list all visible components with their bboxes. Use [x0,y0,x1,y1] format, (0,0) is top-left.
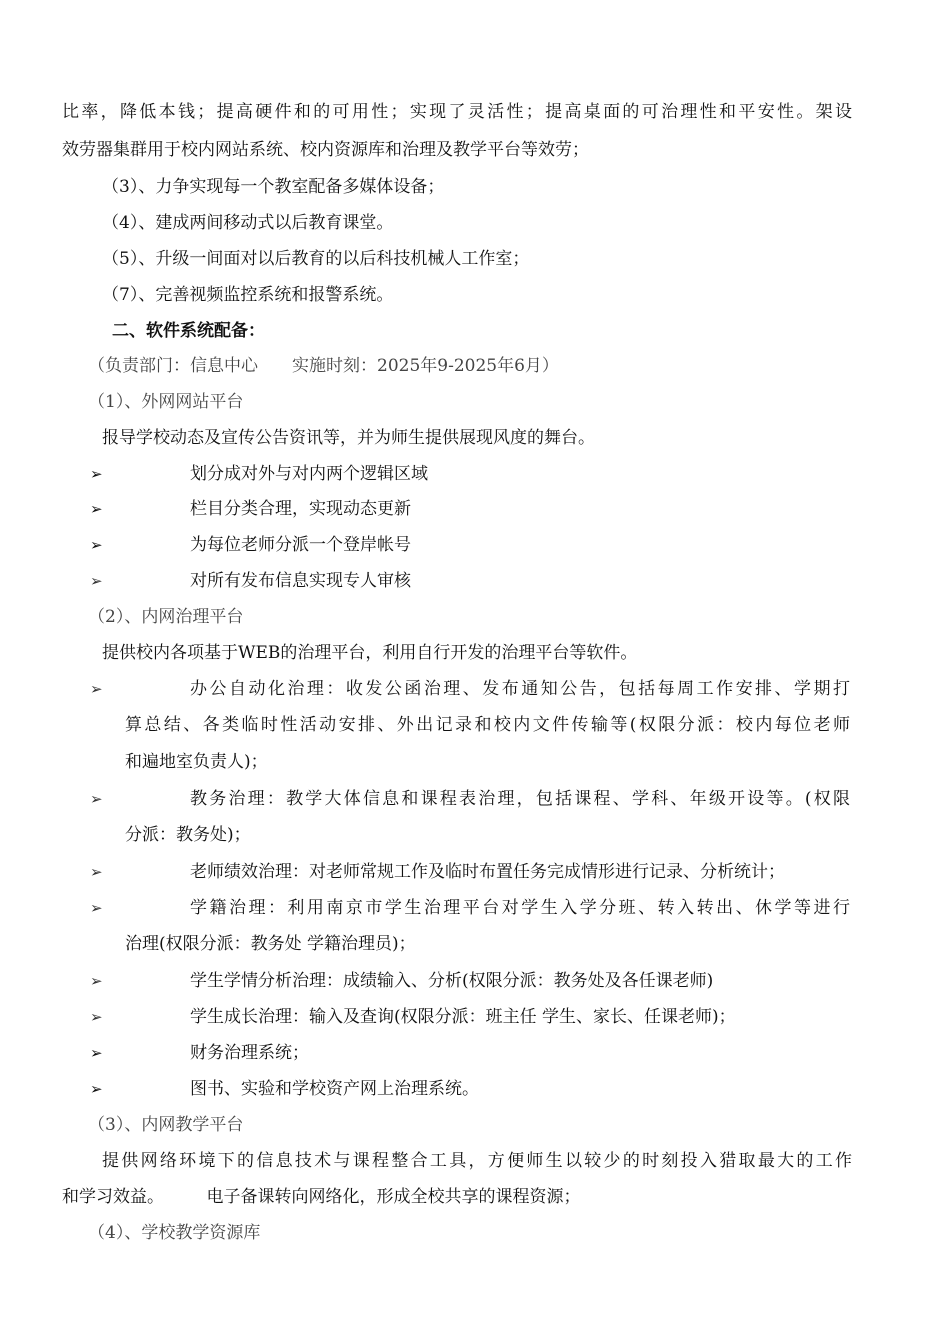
bullet-text: 学生成长治理：输入及查询(权限分派：班主任 学生、家长、任课老师)； [190,1007,736,1027]
bullet-icon: ➢ [90,500,103,518]
bullet-icon: ➢ [90,972,103,990]
bullet-text: 图书、实验和学校资产网上治理系统。 [190,1079,479,1099]
subsection-title: （4）、学校教学资源库 [88,1223,261,1243]
bullet-text: 为每位老师分派一个登岸帐号 [190,535,411,555]
bullet-icon: ➢ [90,1044,103,1062]
paragraph-line: 比率，降低本钱；提高硬件和的可用性；实现了灵活性；提高桌面的可治理性和平安性。架设 [62,102,852,122]
subsection-title: （3）、内网教学平台 [88,1115,244,1135]
list-item-5: （5）、升级一间面对以后教育的以后科技机械人工作室； [102,249,530,269]
bullet-icon: ➢ [90,863,103,881]
subsection-desc: 报导学校动态及宣传公告资讯等，并为师生提供展现风度的舞台。 [102,428,595,448]
list-item-3: （3）、力争实现每一个教室配备多媒体设备； [102,177,445,197]
section-meta: （负责部门：信息中心 实施时刻：2025年9-2025年6月） [88,356,559,376]
bullet-text-continuation: 分派：教务处)； [125,825,251,845]
subsection-desc: 提供校内各项基于WEB的治理平台，利用自行开发的治理平台等软件。 [102,643,638,663]
bullet-text: 教务治理：教学大体信息和课程表治理，包括课程、学科、年级开设等。(权限 [190,789,850,809]
bullet-icon: ➢ [90,536,103,554]
subsection-title: （2）、内网治理平台 [88,607,244,627]
bullet-text: 栏目分类合理，实现动态更新 [190,499,411,519]
subsection-title: （1）、外网网站平台 [88,392,244,412]
bullet-icon: ➢ [90,1080,103,1098]
bullet-icon: ➢ [90,572,103,590]
bullet-text: 学籍治理：利用南京市学生治理平台对学生入学分班、转入转出、休学等进行 [190,898,850,918]
bullet-icon: ➢ [90,465,103,483]
bullet-text-continuation: 和遍地室负责人)； [125,752,268,772]
bullet-icon: ➢ [90,680,103,698]
bullet-text: 老师绩效治理：对老师常规工作及临时布置任务完成情形进行记录、分析统计； [190,862,785,882]
bullet-text: 学生学情分析治理：成绩输入、分析(权限分派：教务处及各任课老师) [190,971,714,991]
section-heading: 二、软件系统配备： [112,321,265,341]
bullet-text: 对所有发布信息实现专人审核 [190,571,411,591]
bullet-text: 财务治理系统； [190,1043,309,1063]
bullet-icon: ➢ [90,790,103,808]
bullet-icon: ➢ [90,899,103,917]
bullet-text: 划分成对外与对内两个逻辑区域 [190,464,428,484]
bullet-text: 办公自动化治理：收发公函治理、发布通知公告，包括每周工作安排、学期打 [190,679,850,699]
list-item-4: （4）、建成两间移动式以后教育课堂。 [102,213,394,233]
bullet-text-continuation: 算总结、各类临时性活动安排、外出记录和校内文件传输等(权限分派：校内每位老师 [125,715,850,735]
bullet-icon: ➢ [90,1008,103,1026]
list-item-7: （7）、完善视频监控系统和报警系统。 [102,285,394,305]
bullet-text-continuation: 治理(权限分派：教务处 学籍治理员)； [125,934,416,954]
paragraph-line: 和学习效益。 电子备课转向网络化，形成全校共享的课程资源； [62,1187,581,1207]
paragraph-line: 效劳器集群用于校内网站系统、校内资源库和治理及教学平台等效劳； [62,140,589,160]
paragraph-line: 提供网络环境下的信息技术与课程整合工具，方便师生以较少的时刻投入猎取最大的工作 [102,1151,852,1171]
